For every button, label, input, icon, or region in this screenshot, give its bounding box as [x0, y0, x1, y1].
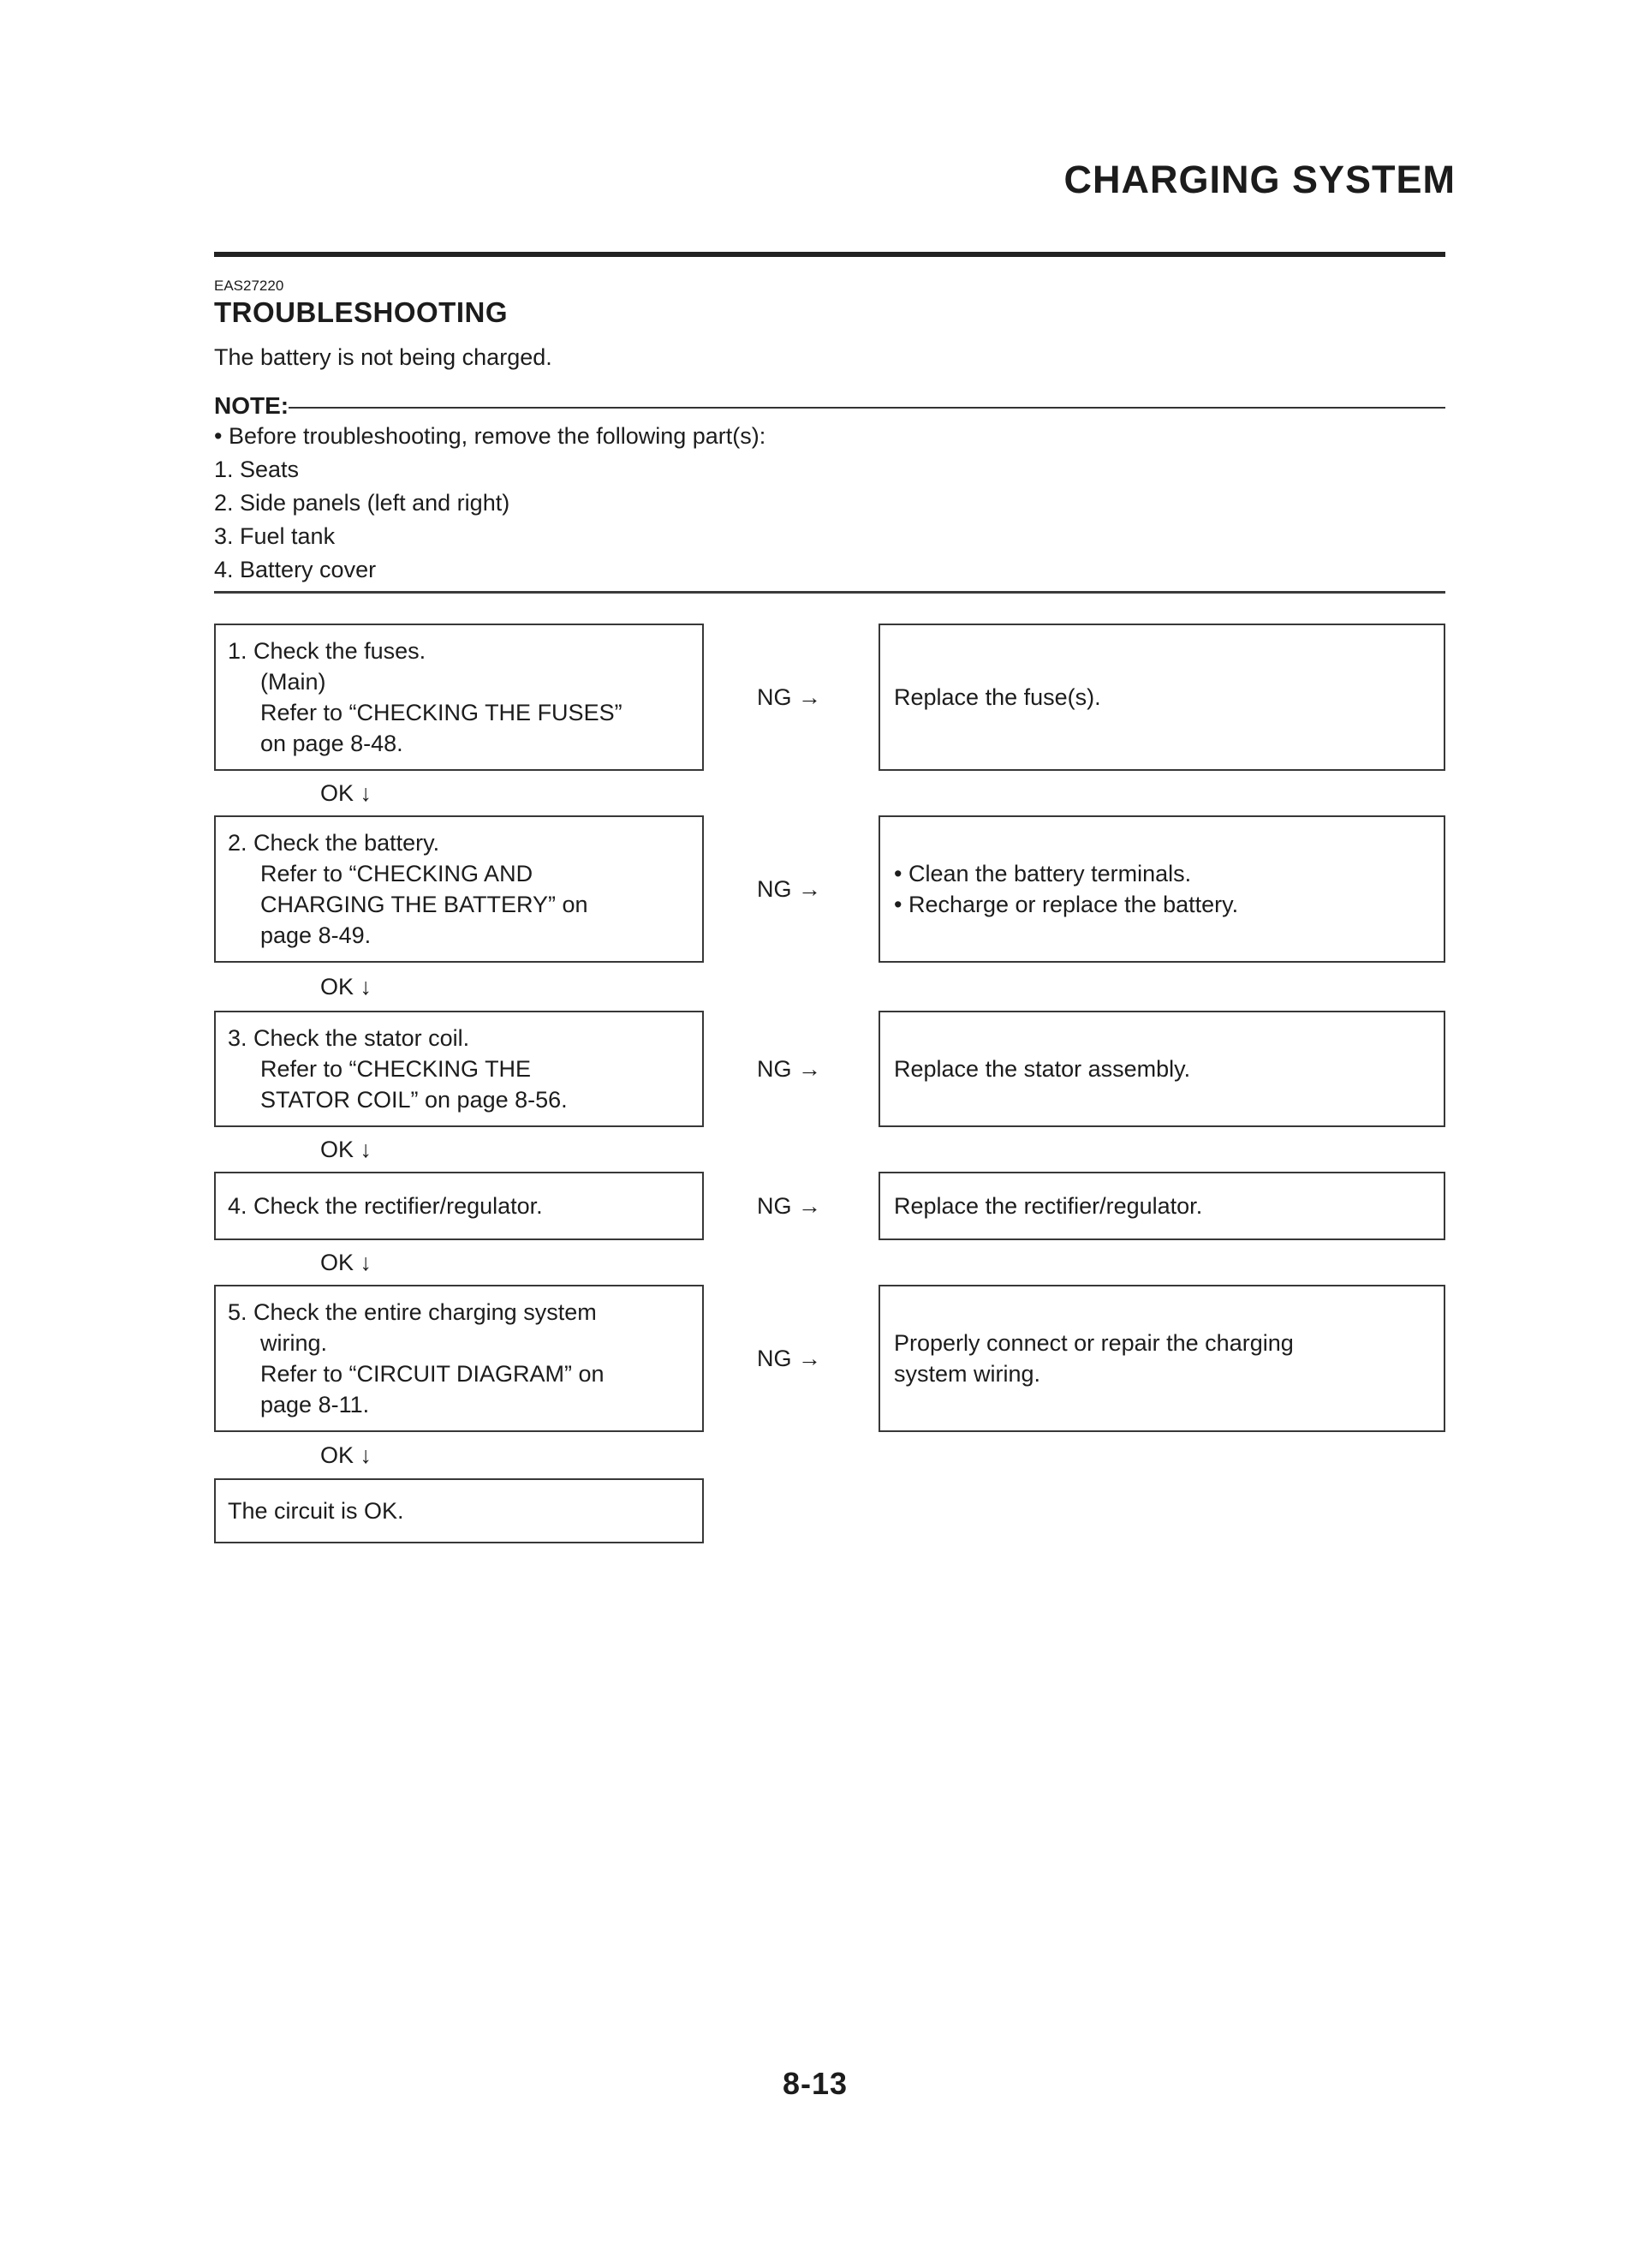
check-box-2-line: CHARGING THE BATTERY” on — [260, 892, 588, 917]
ng-label-2: NG → — [757, 875, 822, 902]
note-bullet: • Before troubleshooting, remove the following part(s): — [214, 423, 766, 449]
page-title: CHARGING SYSTEM — [1063, 158, 1456, 201]
check-box-1-line: on page 8-48. — [260, 731, 403, 756]
check-box-5-line: wiring. — [260, 1330, 328, 1356]
check-box-3-line: 3. Check the stator coil. — [228, 1025, 470, 1051]
final-box — [214, 1478, 704, 1543]
remedy-box-4-line: Replace the rectifier/regulator. — [894, 1193, 1203, 1219]
check-box-2-line: Refer to “CHECKING AND — [260, 861, 533, 886]
ng-label-1: NG → — [757, 683, 822, 710]
check-box-3-line: STATOR COIL” on page 8-56. — [260, 1087, 568, 1113]
section-title: TROUBLESHOOTING — [214, 296, 508, 328]
check-box-2-line: 2. Check the battery. — [228, 830, 440, 856]
ok-label-2: OK ↓ — [320, 973, 372, 1000]
final-box-line: The circuit is OK. — [228, 1498, 404, 1524]
note-label: NOTE: — [214, 392, 289, 419]
remedy-box-2 — [879, 815, 1445, 963]
remedy-box-5-line: system wiring. — [894, 1361, 1041, 1387]
remedy-box-2-line: • Recharge or replace the battery. — [894, 892, 1239, 917]
ok-label-4: OK ↓ — [320, 1249, 372, 1275]
check-box-1 — [214, 624, 704, 771]
note-underline — [289, 407, 1445, 409]
check-box-1-line: 1. Check the fuses. — [228, 638, 426, 664]
check-box-5-line: Refer to “CIRCUIT DIAGRAM” on — [260, 1361, 605, 1387]
note-item-2: 2. Side panels (left and right) — [214, 490, 510, 516]
remedy-box-3-line: Replace the stator assembly. — [894, 1056, 1191, 1082]
remedy-box-1 — [879, 624, 1445, 771]
remedy-box-2-line: • Clean the battery terminals. — [894, 861, 1192, 886]
remedy-box-1-line: Replace the fuse(s). — [894, 684, 1101, 710]
note-item-1: 1. Seats — [214, 457, 300, 482]
check-box-4-line: 4. Check the rectifier/regulator. — [228, 1193, 543, 1219]
header-rule — [214, 252, 1445, 257]
note-bottom-rule — [214, 591, 1445, 594]
note-item-4: 4. Battery cover — [214, 557, 377, 582]
ng-label-4: NG → — [757, 1192, 822, 1219]
ng-label-5: NG → — [757, 1345, 822, 1371]
check-box-5-line: 5. Check the entire charging system — [228, 1299, 597, 1325]
remedy-box-4 — [879, 1172, 1445, 1240]
remedy-box-5-line: Properly connect or repair the charging — [894, 1330, 1294, 1356]
remedy-box-3 — [879, 1011, 1445, 1127]
check-box-4 — [214, 1172, 704, 1240]
ok-label-3: OK ↓ — [320, 1136, 372, 1162]
note-item-3: 3. Fuel tank — [214, 523, 336, 549]
ok-label-1: OK ↓ — [320, 779, 372, 806]
intro-text: The battery is not being charged. — [214, 344, 552, 370]
check-box-5 — [214, 1285, 704, 1432]
check-box-5-line: page 8-11. — [260, 1392, 370, 1418]
note-block — [214, 392, 1445, 587]
ok-label-5: OK ↓ — [320, 1441, 372, 1468]
note-header — [214, 392, 1445, 420]
check-box-3 — [214, 1011, 704, 1127]
remedy-box-5 — [879, 1285, 1445, 1432]
check-box-1-line: (Main) — [260, 669, 326, 695]
check-box-2-line: page 8-49. — [260, 922, 372, 948]
section-code: EAS27220 — [214, 278, 284, 294]
check-box-1-line: Refer to “CHECKING THE FUSES” — [260, 700, 622, 725]
page-number: 8-13 — [782, 2066, 849, 2101]
check-box-3-line: Refer to “CHECKING THE — [260, 1056, 532, 1082]
check-box-2 — [214, 815, 704, 963]
ng-label-3: NG → — [757, 1055, 822, 1082]
